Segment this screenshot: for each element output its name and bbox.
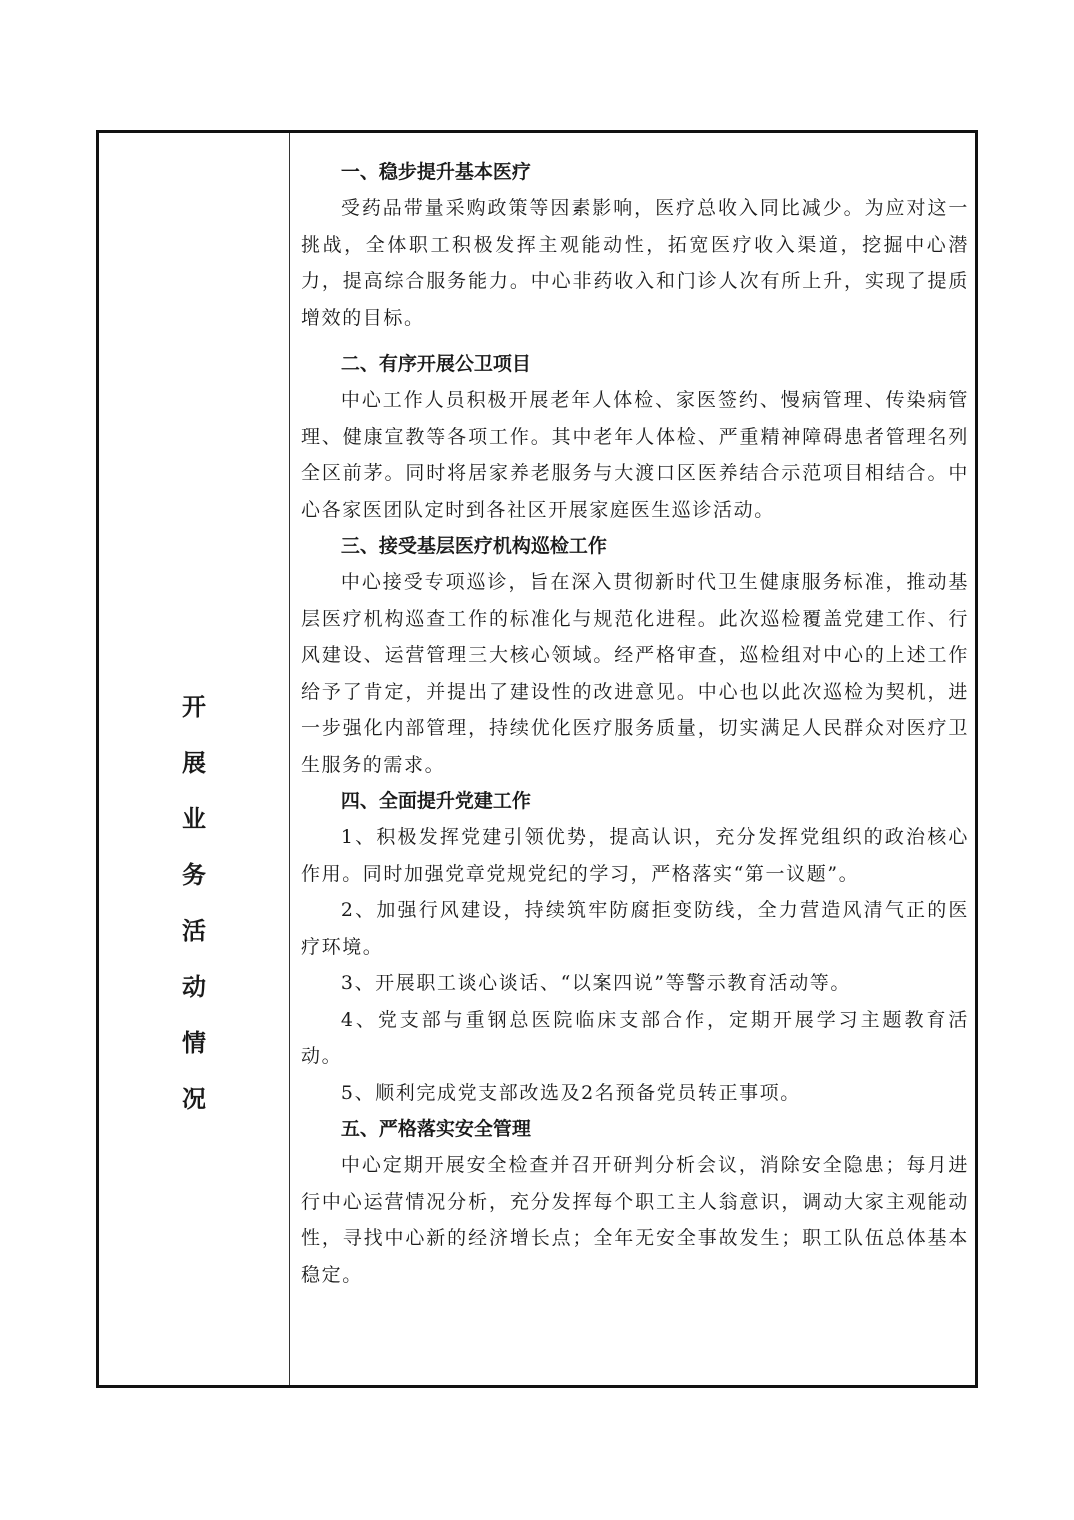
section-paragraph: 4、党支部与重钢总医院临床支部合作，定期开展学习主题教育活动。 bbox=[301, 1008, 969, 1067]
content-cell bbox=[290, 133, 975, 1385]
section-heading: 五、严格落实安全管理 bbox=[340, 1118, 531, 1140]
section-paragraph: 中心工作人员积极开展老年人体检、家医签约、慢病管理、传染病管理、健康宣教等各项工作。其中老年人体检、严重精神障碍患者管理名列全区前茅。同时将居家养老服务与大渡口区医养结合示范项目相结合。中心各家医团队定时到各社区开展家庭医生巡诊活动。 bbox=[301, 389, 969, 521]
section-paragraph: 中心接受专项巡诊，旨在深入贯彻新时代卫生健康服务标准，推动基层医疗机构巡查工作的标准化与规范化进程。此次巡检覆盖党建工作、行风建设、运营管理三大核心领域。经严格审查，巡检组对中心的上述工作给予了肯定，并提出了建设性的改进意见。中心也以此次巡检为契机，进一步强化内部管理，持续优化医疗服务质量，切实满足人民群众对医疗卫生服务的需求。 bbox=[301, 571, 969, 776]
section-paragraph: 1、积极发挥党建引领优势，提高认识，充分发挥党组织的政治核心作用。同时加强党章党规党纪的学习，严格落实“第一议题”。 bbox=[301, 826, 969, 885]
row-label-vertical bbox=[99, 679, 289, 1127]
report-table bbox=[96, 130, 978, 1388]
row-label-char: 活 bbox=[182, 917, 206, 945]
row-label-char: 展 bbox=[182, 749, 206, 777]
section-public-health bbox=[301, 346, 969, 528]
row-label-char: 业 bbox=[182, 805, 206, 833]
section-heading: 四、全面提升党建工作 bbox=[340, 790, 531, 812]
section-safety bbox=[301, 1111, 969, 1293]
section-paragraph: 5、顺利完成党支部改选及2名预备党员转正事项。 bbox=[340, 1081, 801, 1104]
row-label-char: 务 bbox=[182, 861, 206, 889]
section-party-building bbox=[301, 783, 969, 1111]
section-paragraph: 3、开展职工谈心谈话、“以案四说”等警示教育活动等。 bbox=[340, 972, 852, 994]
section-paragraph: 中心定期开展安全检查并召开研判分析会议，消除安全隐患；每月进行中心运营情况分析，充分发挥每个职工主人翁意识，调动大家主观能动性，寻找中心新的经济增长点；全年无安全事故发生；职工队伍总体基本稳定。 bbox=[301, 1154, 969, 1286]
section-paragraph: 受药品带量采购政策等因素影响，医疗总收入同比减少。为应对这一挑战，全体职工积极发挥主观能动性，拓宽医疗收入渠道，挖掘中心潜力，提高综合服务能力。中心非药收入和门诊人次有所上升，实现了提质增效的目标。 bbox=[301, 197, 969, 329]
section-paragraph: 2、加强行风建设，持续筑牢防腐拒变防线，全力营造风清气正的医疗环境。 bbox=[301, 899, 969, 958]
section-basic-medical bbox=[301, 154, 969, 336]
row-label-char: 情 bbox=[182, 1029, 206, 1057]
row-label-char: 开 bbox=[182, 693, 206, 721]
row-label-char: 动 bbox=[182, 973, 206, 1001]
section-inspection bbox=[301, 528, 969, 783]
section-heading: 三、接受基层医疗机构巡检工作 bbox=[340, 535, 607, 557]
section-heading: 一、稳步提升基本医疗 bbox=[340, 161, 531, 183]
row-label-char: 况 bbox=[182, 1085, 206, 1113]
section-heading: 二、有序开展公卫项目 bbox=[340, 353, 531, 375]
row-label-cell bbox=[99, 133, 290, 1385]
